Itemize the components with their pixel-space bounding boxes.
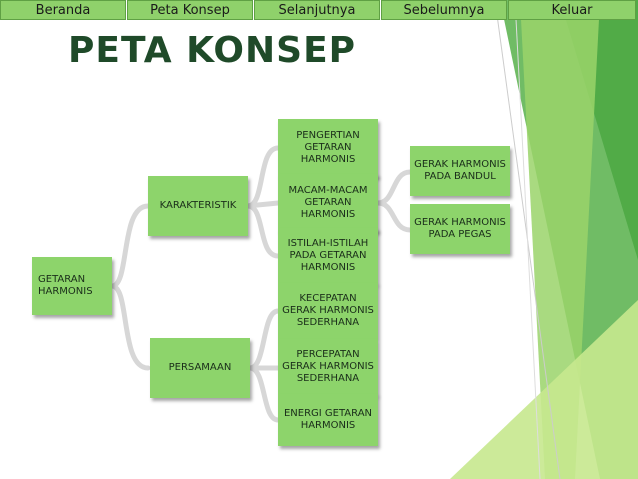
- connector: [250, 368, 278, 420]
- node-karakteristik: [148, 176, 248, 236]
- node-label: GERAK HARMONIS PADA PEGAS: [414, 217, 506, 240]
- node-label: GERAK HARMONIS PADA BANDUL: [414, 159, 506, 182]
- node-bandul: [410, 146, 510, 196]
- node-pengertian: [278, 119, 378, 177]
- node-label: KECEPATAN GERAK HARMONIS SEDERHANA: [282, 293, 374, 328]
- node-label: ISTILAH-ISTILAH PADA GETARAN HARMONIS: [287, 238, 369, 273]
- nav-beranda-button[interactable]: Beranda: [0, 0, 126, 20]
- node-getaran-harmonis: [32, 257, 112, 315]
- node-label: KARAKTERISTIK: [159, 200, 237, 211]
- node-istilah: [278, 228, 378, 284]
- node-label: PERCEPATAN GERAK HARMONIS SEDERHANA: [282, 349, 374, 384]
- node-label: GETARAN HARMONIS: [38, 274, 93, 297]
- node-energi: [278, 394, 378, 446]
- connector: [248, 206, 278, 256]
- node-label: ENERGI GETARAN HARMONIS: [283, 408, 373, 431]
- nav-peta-konsep-button[interactable]: Peta Konsep: [127, 0, 253, 20]
- node-persamaan: [150, 338, 250, 398]
- nav-selanjutnya-button[interactable]: Selanjutnya: [254, 0, 380, 20]
- node-percepatan: [278, 339, 378, 395]
- page-title: PETA KONSEP: [68, 30, 357, 71]
- connector: [378, 172, 410, 203]
- nav-keluar-button[interactable]: Keluar: [508, 0, 636, 20]
- node-label: PERSAMAAN: [168, 362, 232, 373]
- connector: [248, 148, 278, 206]
- node-label: MACAM-MACAM GETARAN HARMONIS: [288, 185, 368, 220]
- node-kecepatan: [278, 283, 378, 339]
- node-macam-macam: [278, 174, 378, 232]
- nav-sebelumnya-button[interactable]: Sebelumnya: [381, 0, 507, 20]
- connector: [378, 203, 410, 230]
- node-label: PENGERTIAN GETARAN HARMONIS: [296, 130, 360, 165]
- node-pegas: [410, 204, 510, 254]
- connector: [250, 311, 278, 368]
- nav-bar: [0, 0, 638, 22]
- connector: [112, 206, 148, 286]
- connector: [112, 286, 148, 368]
